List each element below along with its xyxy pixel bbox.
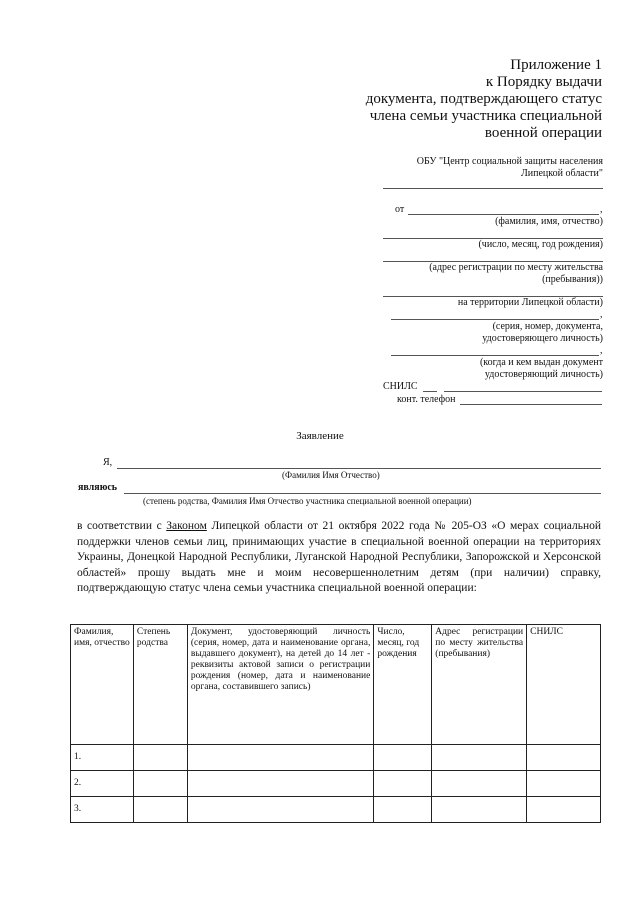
hint-address-1: (адрес регистрации по месту жительства bbox=[429, 262, 603, 273]
appendix-line: документа, подтверждающего статус bbox=[365, 91, 602, 107]
table-cell[interactable] bbox=[432, 797, 527, 823]
col-header-address: Адрес регистрации по месту жительства (пребывания) bbox=[432, 625, 527, 745]
table-cell[interactable] bbox=[527, 745, 601, 771]
table-cell[interactable] bbox=[527, 771, 601, 797]
organization-name: ОБУ "Центр социальной защиты населения bbox=[416, 156, 603, 167]
table-cell[interactable] bbox=[432, 745, 527, 771]
id-doc-row bbox=[383, 309, 603, 321]
table-cell[interactable] bbox=[432, 771, 527, 797]
table-cell[interactable] bbox=[187, 745, 373, 771]
col-header-snils: СНИЛС bbox=[527, 625, 601, 745]
snils-label: СНИЛС bbox=[383, 381, 418, 392]
issued-by-field[interactable] bbox=[391, 345, 599, 356]
address-field-2[interactable] bbox=[383, 286, 603, 297]
organization-name-cont: Липецкой области" bbox=[521, 168, 603, 179]
table-cell[interactable] bbox=[527, 797, 601, 823]
appendix-line: военной операции bbox=[484, 125, 602, 141]
table-cell[interactable] bbox=[374, 797, 432, 823]
being-hint: (степень родства, Фамилия Имя Отчество участника специальной военной операции) bbox=[143, 496, 472, 506]
row-number: 1. bbox=[71, 745, 134, 771]
comma: , bbox=[600, 309, 603, 320]
snils-field-b[interactable] bbox=[444, 381, 602, 392]
from-row bbox=[383, 204, 603, 216]
hint-name: (фамилия, имя, отчество) bbox=[495, 216, 603, 227]
snils-field-a[interactable] bbox=[423, 381, 437, 392]
from-label: от bbox=[395, 204, 405, 215]
appendix-header bbox=[302, 57, 602, 142]
table-cell[interactable] bbox=[187, 797, 373, 823]
hint-territory: на территории Липецкой области) bbox=[457, 297, 603, 308]
id-document-field[interactable] bbox=[391, 309, 599, 320]
i-hint: (Фамилия Имя Отчество) bbox=[282, 470, 380, 480]
hint-address-2: (пребывания)) bbox=[542, 274, 603, 285]
birth-date-field[interactable] bbox=[383, 228, 603, 239]
row-number: 2. bbox=[71, 771, 134, 797]
phone-field[interactable] bbox=[460, 394, 602, 405]
address-field[interactable] bbox=[383, 251, 603, 262]
table-header-row bbox=[71, 625, 601, 745]
body-post: Липецкой области от 21 октября 2022 года № 205-ОЗ «О мерах социальной поддержки членов семьи лиц, принимающих участие в специальной военной операции на территориях Украины, Донецкой Народной Республики, Луганской Народной Республики, Запорожской и Херсонской областей» прошу выдать мне и моим несовершеннолетним детям (при наличии) справку, подтверждающую статус члена семьи участника специальной военной операции: bbox=[77, 520, 602, 594]
law-link[interactable]: Законом bbox=[166, 520, 207, 532]
applicant-name-field[interactable] bbox=[408, 204, 599, 215]
organization-underline bbox=[383, 180, 603, 189]
comma: , bbox=[600, 204, 603, 215]
statement-body bbox=[77, 519, 601, 597]
table-row bbox=[71, 745, 601, 771]
table-cell[interactable] bbox=[133, 797, 187, 823]
appendix-line: к Порядку выдачи bbox=[485, 74, 602, 90]
comma: , bbox=[600, 345, 603, 356]
table-cell[interactable] bbox=[133, 771, 187, 797]
col-header-birth-date: Число, месяц, год рождения bbox=[374, 625, 432, 745]
table-cell[interactable] bbox=[374, 771, 432, 797]
row-number: 3. bbox=[71, 797, 134, 823]
col-header-relation: Степень родства bbox=[133, 625, 187, 745]
hint-doc-1: (серия, номер, документа, bbox=[492, 321, 603, 332]
col-header-document: Документ, удостоверяющий личность (серия, номер, дата и наименование органа, выдавшего документ), на детей до 14 лет - реквизиты актовой записи о регистрации рождения (номер, дата и наименование органа, составившего запись) bbox=[187, 625, 373, 745]
issued-row bbox=[383, 345, 603, 357]
phone-label: конт. телефон bbox=[397, 394, 456, 405]
appendix-line: Приложение 1 bbox=[510, 57, 602, 73]
relation-field[interactable] bbox=[124, 493, 601, 494]
col-header-name: Фамилия, имя, отчество bbox=[71, 625, 134, 745]
family-members-table bbox=[70, 624, 601, 823]
being-row bbox=[78, 481, 601, 495]
snils-row bbox=[383, 381, 603, 393]
document-title: Заявление bbox=[296, 430, 344, 442]
addressee-block bbox=[383, 156, 603, 406]
being-label: являюсь bbox=[78, 482, 118, 493]
table-cell[interactable] bbox=[133, 745, 187, 771]
i-row bbox=[103, 456, 601, 470]
body-pre: в соответствии с bbox=[77, 520, 167, 532]
hint-birth: (число, месяц, год рождения) bbox=[478, 239, 603, 250]
table-row bbox=[71, 797, 601, 823]
hint-issued-2: удостоверяющий личность) bbox=[484, 369, 603, 380]
table-cell[interactable] bbox=[374, 745, 432, 771]
table-cell[interactable] bbox=[187, 771, 373, 797]
appendix-line: члена семьи участника специальной bbox=[369, 108, 602, 124]
hint-doc-2: удостоверяющего личность) bbox=[482, 333, 603, 344]
table-row bbox=[71, 771, 601, 797]
phone-row bbox=[383, 393, 603, 406]
hint-issued-1: (когда и кем выдан документ bbox=[479, 357, 603, 368]
i-label: Я, bbox=[103, 457, 113, 468]
